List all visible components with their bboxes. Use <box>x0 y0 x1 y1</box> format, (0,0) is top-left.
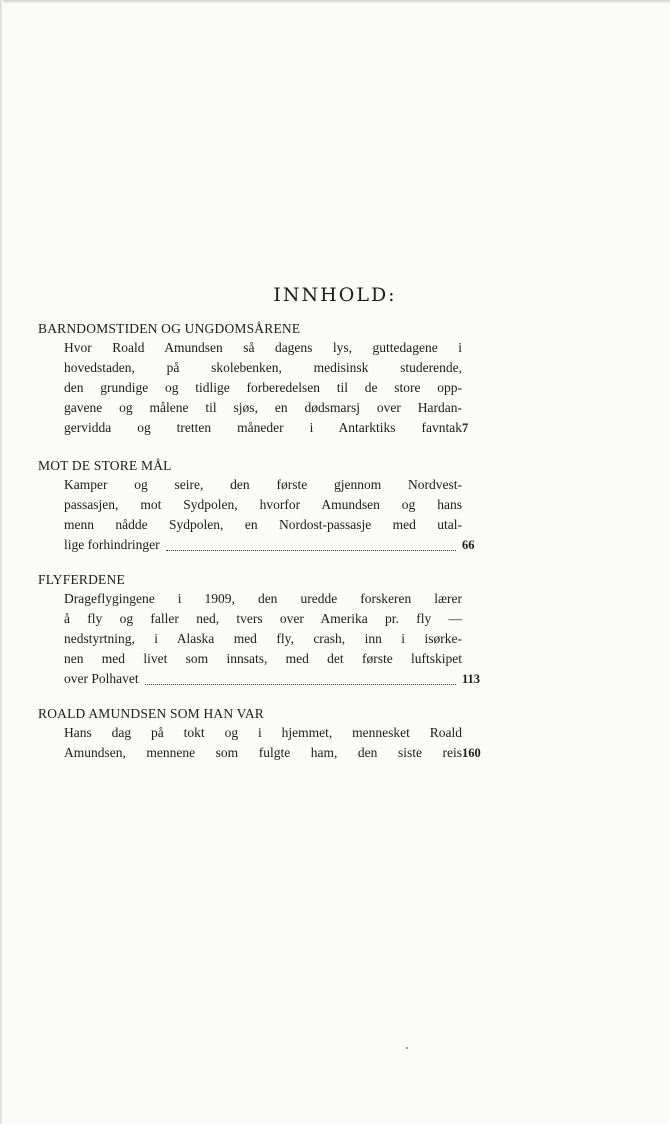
description-line-text: Amundsen, mennene som fulgte ham, den siste reis <box>64 745 462 760</box>
description-line: hovedstaden, på skolebenken, medisinsk studerende, <box>64 360 462 375</box>
page-number: 7 <box>462 421 469 435</box>
page-number: 113 <box>462 672 481 686</box>
toc-section-1 <box>38 320 492 438</box>
toc-section-4 <box>38 705 492 763</box>
dot-leader <box>145 684 456 685</box>
page-number: 66 <box>462 538 475 552</box>
description-line: gavene og målene til sjøs, en dødsmarsj over Hardan- <box>64 400 462 415</box>
section-title: ROALD AMUNDSEN SOM HAN VAR <box>38 706 264 721</box>
section-title: MOT DE STORE MÅL <box>38 458 172 473</box>
description-line: den grundige og tidlige forberedelsen til de store opp- <box>64 380 462 395</box>
section-description <box>64 338 469 438</box>
page-edge <box>0 0 3 1124</box>
section-description <box>64 589 481 689</box>
toc-section-2 <box>38 457 492 555</box>
description-line <box>64 743 481 763</box>
description-line-text: over Polhavet <box>64 671 139 686</box>
page-number: 160 <box>462 746 481 760</box>
description-line: Drageflygingene i 1909, den uredde forskeren lærer <box>64 591 462 606</box>
dot-leader <box>166 550 456 551</box>
description-line: Hvor Roald Amundsen så dagens lys, guttedagene i <box>64 340 462 355</box>
description-line-text: lige forhindringer <box>64 537 160 552</box>
toc-section-3 <box>38 571 492 689</box>
description-line: Kamper og seire, den første gjennom Nordvest- <box>64 477 462 492</box>
description-line: å fly og faller ned, tvers over Amerika pr. fly — <box>64 611 462 626</box>
description-line <box>64 535 475 555</box>
section-title: FLYFERDENE <box>38 572 125 587</box>
paper-speck <box>406 1047 408 1049</box>
description-line-text: gervidda og tretten måneder i Antarktiks favntak <box>64 420 462 435</box>
description-line: nedstyrtning, i Alaska med fly, crash, inn i isørke- <box>64 631 462 646</box>
section-title: BARNDOMSTIDEN OG UNGDOMSÅRENE <box>38 321 301 336</box>
description-line: Hans dag på tokt og i hjemmet, mennesket Roald <box>64 725 462 740</box>
description-line <box>64 418 469 438</box>
description-line: nen med livet som innsats, med det første luftskipet <box>64 651 462 666</box>
description-line: passasjen, mot Sydpolen, hvorfor Amundsen og hans <box>64 497 462 512</box>
description-line: menn nådde Sydpolen, en Nordost-passasje med utal- <box>64 517 462 532</box>
description-line <box>64 669 481 689</box>
section-description <box>64 723 481 763</box>
page-edge <box>0 0 670 3</box>
page-title: INNHOLD: <box>273 284 397 306</box>
section-description <box>64 475 475 555</box>
